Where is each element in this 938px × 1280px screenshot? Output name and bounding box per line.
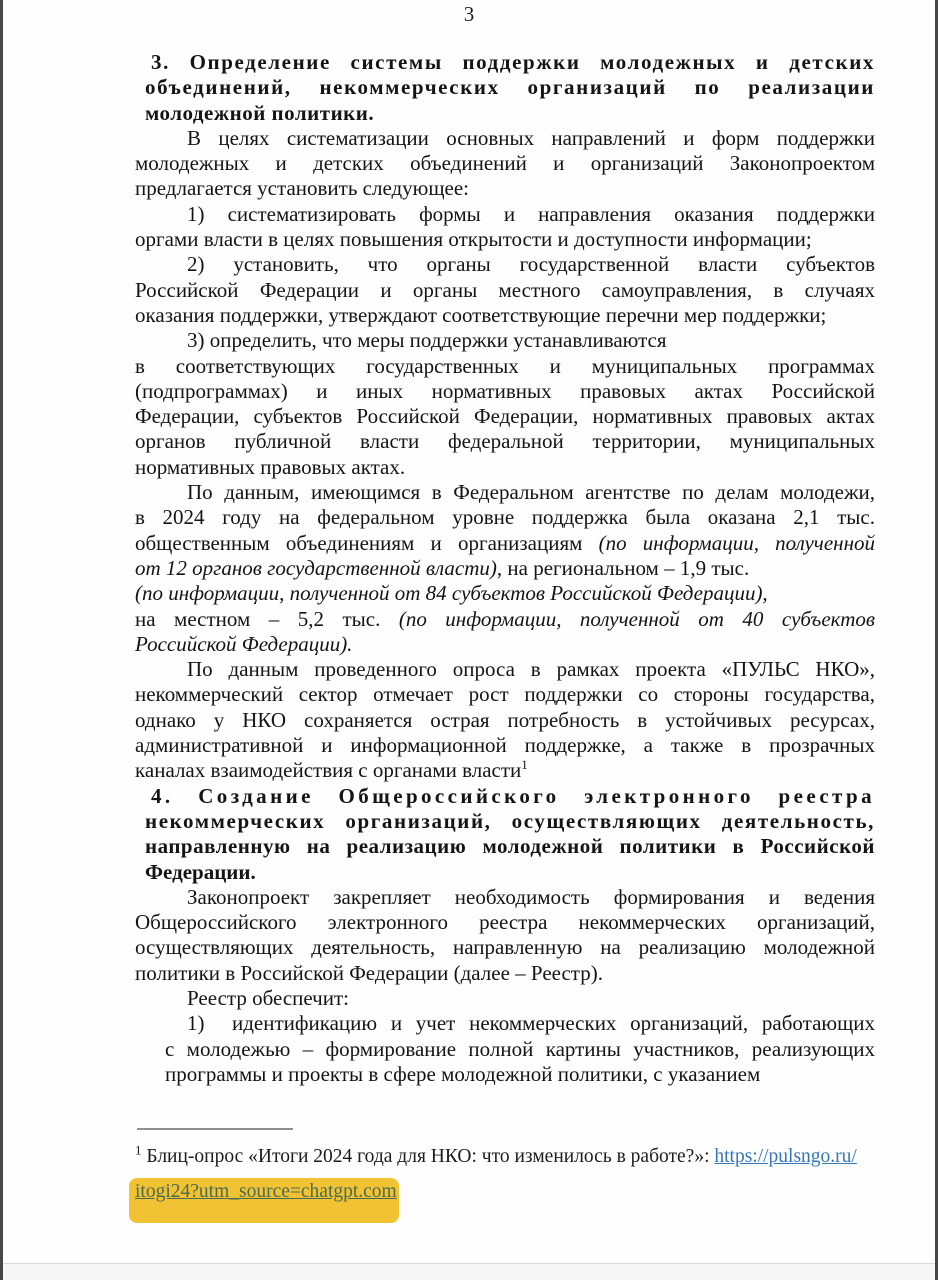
text-line-para-acts xyxy=(135,404,875,429)
text-segment: Реестр обеспечит: xyxy=(187,985,349,1010)
text-segment: 1) систематизировать формы и направления оказания поддержки xyxy=(187,201,875,226)
text-segment: нормативных правовых актах. xyxy=(135,454,406,479)
text-segment: Законопроект закрепляет необходимость формирования и ведения xyxy=(187,884,875,909)
text-segment: По данным проведенного опроса в рамках проекта «ПУЛЬС НКО», xyxy=(187,657,875,682)
text-segment: каналах взаимодействия с органами власти xyxy=(135,758,522,783)
text-line-para-acts xyxy=(135,455,875,480)
text-line-para-acts xyxy=(135,429,875,454)
text-line-list2-item-1 xyxy=(135,1037,875,1062)
text-line-list2-item-1 xyxy=(135,1062,875,1087)
text-segment: (по информации, полученной от 40 субъектов xyxy=(398,606,875,631)
text-segment: в 2024 году на федеральном уровне поддержка была оказана 2,1 тыс. xyxy=(135,505,875,530)
text-line-heading-4 xyxy=(135,834,875,859)
text-line-para-statistics xyxy=(135,607,875,632)
text-segment: в соответствующих государственных и муниципальных программах xyxy=(135,353,875,378)
text-line-heading-3 xyxy=(135,101,875,126)
text-segment: 2) установить, что органы государственной власти субъектов xyxy=(187,252,875,277)
text-line-para-statistics xyxy=(135,531,875,556)
footnote xyxy=(135,1128,875,1223)
text-line-list-item-1 xyxy=(135,202,875,227)
text-line-para-statistics xyxy=(135,581,875,606)
text-line-list2-item-1 xyxy=(135,1011,875,1036)
text-segment: По данным, имеющимся в Федеральном агентстве по делам молодежи, xyxy=(187,480,875,505)
main-text xyxy=(135,50,875,1087)
text-segment: (по информации, полученной xyxy=(598,530,875,555)
text-line-para-intro xyxy=(135,126,875,151)
footnote-link-highlighted[interactable]: itogi24?utm_source=chatgpt.com xyxy=(135,1181,397,1202)
text-line-heading-4 xyxy=(135,784,875,809)
text-line-heading-4 xyxy=(135,809,875,834)
text-segment: Российской Федерации и органы местного самоуправления, в случаях xyxy=(135,277,875,302)
text-segment: административной и информационной поддержке, а также в прозрачных xyxy=(135,733,875,758)
text-line-para-statistics xyxy=(135,556,875,581)
text-line-para-acts xyxy=(135,379,875,404)
text-line-list-item-3 xyxy=(135,328,875,353)
text-line-list-item-1 xyxy=(135,227,875,252)
text-line-heading-3 xyxy=(135,50,875,75)
page-number: 3 xyxy=(463,2,475,26)
text-segment: объединений, некоммерческих организаций по реализации xyxy=(145,75,875,100)
text-line-para-acts xyxy=(135,354,875,379)
text-segment: на местном – 5,2 тыс. xyxy=(135,606,399,631)
text-segment: Федерации. xyxy=(145,859,256,884)
text-segment: направленную на реализацию молодежной политики в Российской xyxy=(145,834,875,859)
text-segment: органов публичной власти федеральной территории, муниципальных xyxy=(135,429,875,454)
text-line-list-item-2 xyxy=(135,252,875,277)
text-segment: 1) идентификацию и учет некоммерческих организаций, работающих xyxy=(187,1011,875,1036)
text-segment: 3) определить, что меры поддержки устанавливаются xyxy=(187,328,667,353)
text-segment: некоммерческий сектор отмечает рост поддержки со стороны государства, xyxy=(135,682,875,707)
footnote-marker: 1 xyxy=(135,1142,142,1158)
footnote-link-pulsngo[interactable]: https://pulsngo.ru/ xyxy=(714,1146,857,1167)
text-line-heading-4 xyxy=(135,860,875,885)
text-segment: оказания поддержки, утверждают соответствующие перечни мер поддержки; xyxy=(135,302,827,327)
text-segment: общественным объединениям и организациям xyxy=(135,530,599,555)
text-line-para-statistics xyxy=(135,480,875,505)
text-segment: с молодежью – формирование полной картины участников, реализующих xyxy=(165,1036,875,1061)
text-line-para-intro xyxy=(135,151,875,176)
text-segment: программы и проекты в сфере молодежной политики, с указанием xyxy=(165,1061,761,1086)
text-segment: политики в Российской Федерации (далее – Реестр). xyxy=(135,960,603,985)
text-line-para-puls-nko xyxy=(135,657,875,682)
text-line-para-puls-nko xyxy=(135,708,875,733)
text-line-para-reestr xyxy=(135,910,875,935)
text-segment: , на региональном – 1,9 тыс. xyxy=(496,555,750,580)
text-segment: осуществляющих деятельность, направленную на реализацию молодежной xyxy=(135,935,875,960)
text-line-heading-3 xyxy=(135,75,875,100)
text-segment: Федерации, субъектов Российской Федерации, нормативных правовых актах xyxy=(135,404,875,429)
text-segment: (по информации, полученной от 84 субъектов Российской Федерации), xyxy=(135,581,768,606)
text-segment: предлагается установить следующее: xyxy=(135,176,470,201)
text-line-list-item-2 xyxy=(135,303,875,328)
footnote-highlight xyxy=(129,1178,399,1223)
text-segment: Общероссийского электронного реестра некоммерческих организаций, xyxy=(135,910,875,935)
footnote-text: Блиц-опрос «Итоги 2024 года для НКО: что изменилось в работе?»: xyxy=(141,1146,715,1167)
footnote-line xyxy=(135,1144,875,1170)
text-segment: В целях систематизации основных направлений и форм поддержки xyxy=(187,125,875,150)
text-line-para-reestr-provides xyxy=(135,986,875,1011)
text-line-para-intro xyxy=(135,176,875,201)
text-segment: Российской Федерации). xyxy=(135,631,353,656)
text-line-para-reestr xyxy=(135,885,875,910)
bottom-bar xyxy=(3,1263,935,1280)
text-line-para-puls-nko xyxy=(135,682,875,707)
text-segment: 3. Определение системы поддержки молодежных и детских xyxy=(151,50,875,74)
text-line-para-puls-nko xyxy=(135,733,875,758)
text-segment: (подпрограммах) и иных нормативных правовых актах Российской xyxy=(135,378,875,403)
text-segment: от 12 органов государственной власти) xyxy=(135,555,497,580)
text-segment: молодежных и детских объединений и организаций Законопроектом xyxy=(135,151,875,176)
text-line-para-puls-nko xyxy=(135,758,875,783)
text-segment: 4. Создание Общероссийского электронного реестра xyxy=(151,783,875,808)
text-segment: оргами власти в целях повышения открытости и доступности информации; xyxy=(135,227,812,252)
text-line-para-reestr xyxy=(135,961,875,986)
text-segment: некоммерческих организаций, осуществляющих деятельность, xyxy=(145,808,875,833)
text-segment: однако у НКО сохраняется острая потребность в устойчивых ресурсах, xyxy=(135,707,875,732)
text-line-para-statistics xyxy=(135,632,875,657)
footnote-separator xyxy=(137,1128,293,1130)
footnote-reference: 1 xyxy=(521,757,528,773)
text-line-para-statistics xyxy=(135,505,875,530)
text-segment: молодежной политики. xyxy=(145,100,375,125)
text-line-para-reestr xyxy=(135,935,875,960)
text-line-list-item-2 xyxy=(135,278,875,303)
